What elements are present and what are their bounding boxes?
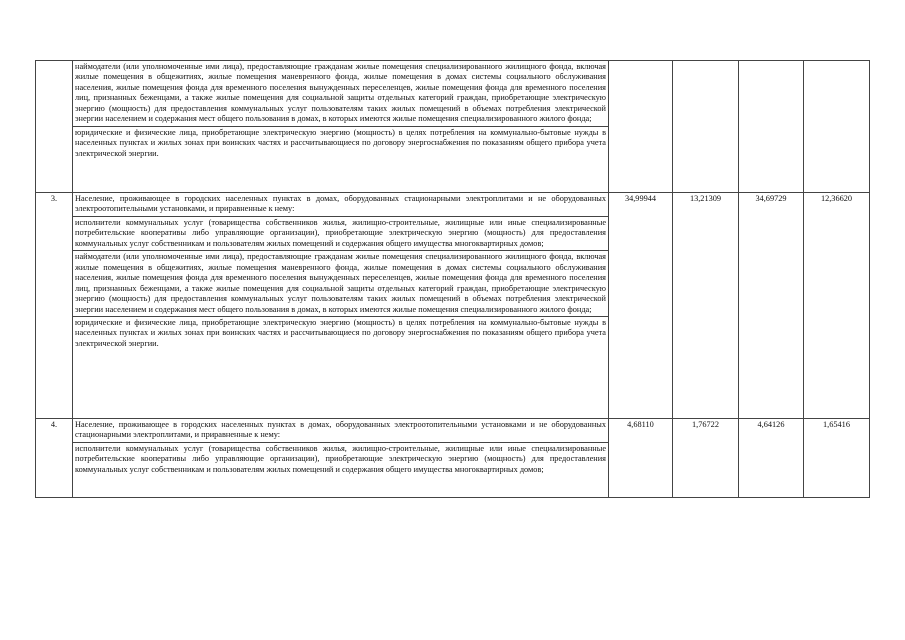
row-description [73,419,609,498]
tariff-value: 1,65416 [804,419,870,498]
tariff-table [35,60,870,498]
description-paragraph: Население, проживающее в городских населенных пунктах в домах, оборудованных стационарными электроплитами и не оборудованных электроотопительными установками, и приравненные к нему: [75,194,606,214]
tariff-value: 4,64126 [739,419,804,498]
tariff-value: 12,36620 [804,193,870,419]
description-paragraph: наймодатели (или уполномоченные ими лица), предоставляющие гражданам жилые помещения специализированного жилищного фонда, включая жилые помещения в общежитиях, жилые помещения маневренного фонда, жилые помещения в домах системы социального обслуживания населения, жилые помещения фонда для временного поселения вынужденных переселенцев, жилые помещения фонда для временного поселения лиц, признанных беженцами, а также жилые помещения для социальной защиты отдельных категорий граждан, приобретающие электрическую энергию (мощность) для предоставления коммунальных услуг пользователям таких жилых помещений в объемах потребления электрической энергии населением и содержания мест общего пользования в домах, в которых имеются жилые помещения специализированного жилого фонда; [73,250,608,316]
description-paragraph: Население, проживающее в городских населенных пунктах в домах, оборудованных электроотопительными установками и не оборудованных стационарными электроплитами, и приравненные к нему: [75,420,606,440]
tariff-value [804,61,870,193]
row-number [36,61,73,193]
table-row [36,193,870,419]
tariff-value: 1,76722 [673,419,739,498]
table-row [36,419,870,498]
tariff-value [609,61,673,193]
description-paragraph: исполнители коммунальных услуг (товарищества собственников жилья, жилищно-строительные, жилищные или иные специализированные потребительские кооперативы либо управляющие организации), приобретающие электрическую энергию (мощность) для предоставления коммунальных услуг собственникам и пользователям жилых помещений и содержания общего имущества многоквартирных домов; [73,442,608,476]
row-description [73,61,609,193]
tariff-value: 13,21309 [673,193,739,419]
description-paragraph: юридические и физические лица, приобретающие электрическую энергию (мощность) в целях потребления на коммунально-бытовые нужды в населенных пунктах и жилых зонах при воинских частях и рассчитывающиеся по договору энергоснабжения по показаниям общего прибора учета электрической энергии. [73,316,608,350]
description-paragraph: исполнители коммунальных услуг (товарищества собственников жилья, жилищно-строительные, жилищные или иные специализированные потребительские кооперативы либо управляющие организации), приобретающие электрическую энергию (мощность) для предоставления коммунальных услуг собственникам и пользователям жилых помещений и содержания общего имущества многоквартирных домов; [73,216,608,250]
tariff-value: 4,68110 [609,419,673,498]
description-paragraph: юридические и физические лица, приобретающие электрическую энергию (мощность) в целях потребления на коммунально-бытовые нужды в населенных пунктах и жилых зонах при воинских частях и рассчитывающиеся по договору энергоснабжения по показаниям общего прибора учета электрической энергии. [73,126,608,160]
tariff-value [673,61,739,193]
row-number: 4. [36,419,73,498]
table-row [36,61,870,193]
tariff-value: 34,99944 [609,193,673,419]
row-number: 3. [36,193,73,419]
description-paragraph: наймодатели (или уполномоченные ими лица), предоставляющие гражданам жилые помещения специализированного жилищного фонда, включая жилые помещения в общежитиях, жилые помещения маневренного фонда, жилые помещения в домах системы социального обслуживания населения, жилые помещения фонда для временного поселения вынужденных переселенцев, жилые помещения фонда для временного поселения лиц, признанных беженцами, а также жилые помещения для социальной защиты отдельных категорий граждан, приобретающие электрическую энергию (мощность) для предоставления коммунальных услуг пользователям таких жилых помещений в объемах потребления электрической энергии населением и содержания мест общего пользования в домах, в которых имеются жилые помещения специализированного жилого фонда; [75,62,606,124]
tariff-value: 34,69729 [739,193,804,419]
row-description [73,193,609,419]
tariff-value [739,61,804,193]
